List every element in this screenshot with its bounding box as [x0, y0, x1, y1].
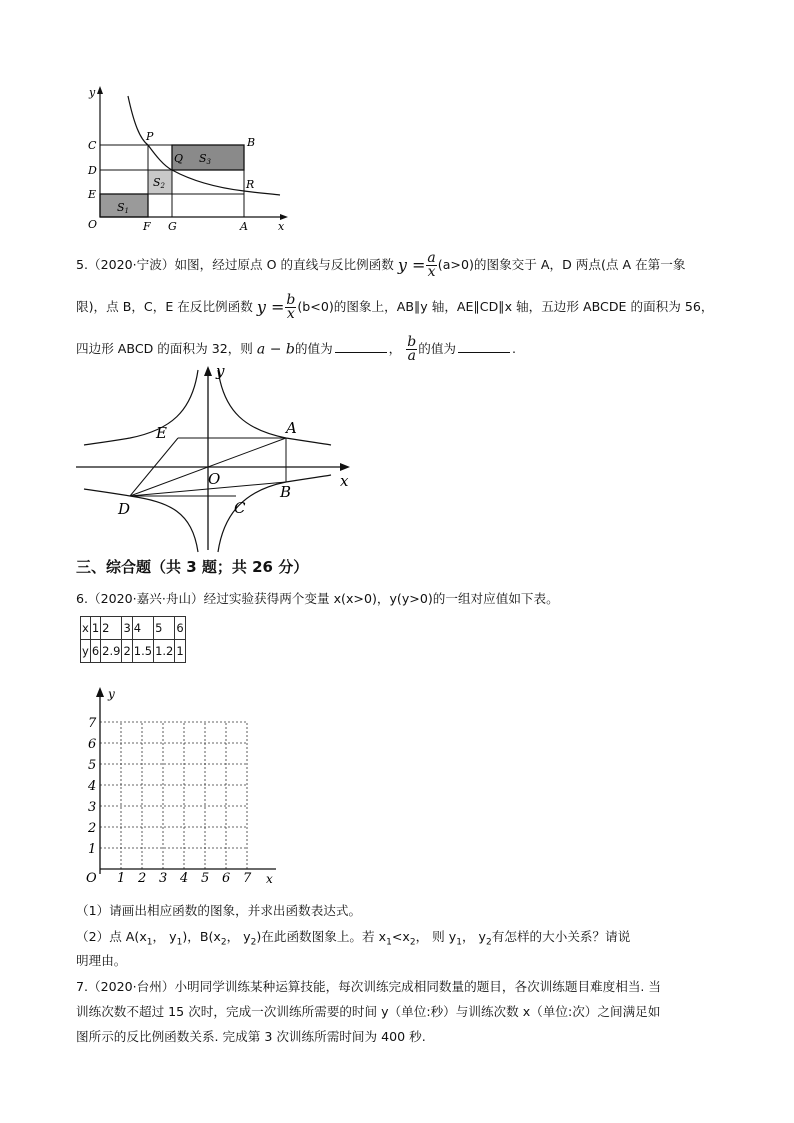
curve-third-quadrant	[84, 489, 198, 552]
q5-frac-a-over-x: $\frac{a}{x}$	[427, 250, 436, 280]
figure-pentagon-hyperbola	[76, 362, 366, 554]
label-p: P	[146, 130, 154, 143]
y-tick-label: 1	[88, 842, 97, 857]
x-tick-labels	[117, 871, 252, 884]
q6-part2-line1: （2）点 $A(x_1$， $y_1$)，$B(x_2$， $y_2$)在此函数图象上。若 $x_1<x_2$， 则 $y_1$， $y_2$有怎样的大小关系？请说	[76, 929, 631, 948]
table-cell: 1	[175, 640, 185, 663]
q5-blank-1[interactable]	[335, 340, 387, 353]
q5-line2: 限)，点 B，C，E 在反比例函数 y = $\frac{b}{x}$ (b<0)的图象上，AB∥y 轴，AE∥CD∥x 轴，五边形 ABCDE 的面积为 56，	[76, 292, 714, 322]
q6-part2-line2: 明理由。	[76, 953, 127, 968]
x-tick-label: 7	[243, 871, 252, 884]
label-b: B	[247, 136, 256, 149]
table-cell: x	[81, 617, 91, 640]
table-cell: 4	[132, 617, 153, 640]
curve-second-quadrant	[84, 370, 198, 445]
label-a: A	[286, 419, 297, 437]
x-tick-label: 6	[222, 871, 231, 884]
label-o: O	[88, 218, 98, 231]
label-y: y	[216, 362, 225, 380]
y-tick-labels	[87, 716, 97, 857]
label-e: E	[156, 424, 167, 442]
table-cell: 1	[90, 617, 100, 640]
grid-lines	[100, 722, 247, 869]
y-axis-arrow	[96, 687, 104, 697]
table-cell: 2	[122, 640, 132, 663]
q5-blank-2[interactable]	[458, 340, 510, 353]
y-axis-arrow	[204, 366, 212, 376]
y-tick-label: 5	[88, 758, 97, 773]
q6-data-table	[80, 616, 186, 663]
y-tick-label: 7	[88, 716, 97, 731]
x-tick-label: 4	[180, 871, 189, 884]
table-cell: y	[81, 640, 91, 663]
table-cell: 6	[175, 617, 185, 640]
label-e: E	[88, 188, 97, 201]
label-d: D	[118, 500, 131, 518]
label-y: y	[89, 86, 96, 99]
q6-part1: （1）请画出相应函数的图象，并求出函数表达式。	[76, 903, 362, 918]
x-axis-arrow	[340, 463, 350, 471]
table-row-x	[81, 617, 186, 640]
label-y: y	[108, 687, 115, 701]
table-cell: 2	[101, 617, 122, 640]
label-f: F	[143, 220, 151, 233]
curve-first-quadrant	[218, 370, 331, 445]
q7-line3: 图所示的反比例函数关系. 完成第 3 次训练所需时间为 400 秒.	[76, 1029, 426, 1044]
q5-line3: 四边形 ABCD 的面积为 32，则 a − b的值为 ， $\frac{b}{a}$ 的值为 .	[76, 334, 517, 364]
label-q: Q	[174, 152, 184, 165]
label-r: R	[246, 178, 255, 191]
label-c: C	[234, 499, 246, 517]
label-b: B	[280, 483, 292, 501]
q7-line1: 7.（2020·台州）小明同学训练某种运算技能，每次训练完成相同数量的题目，各次训练题目难度相当. 当	[76, 979, 662, 994]
y-tick-label: 6	[88, 737, 97, 752]
q5-line1: 5.（2020·宁波）如图，经过原点 O 的直线与反比例函数 y = $\frac{a}{x}$ (a>0)的图象交于 A，D 两点(点 A 在第一象	[76, 250, 686, 280]
label-g: G	[168, 220, 177, 233]
table-row-y	[81, 640, 186, 663]
q5-frac-b-over-x: $\frac{b}{x}$	[286, 292, 296, 322]
table-cell: 6	[90, 640, 100, 663]
x-tick-label: 1	[117, 871, 126, 884]
y-tick-label: 2	[88, 821, 97, 836]
q5-frac-b-over-a: $\frac{b}{a}$	[407, 334, 417, 364]
table-cell: 5	[154, 617, 175, 640]
table-cell: 1.5	[132, 640, 153, 663]
label-d: D	[88, 164, 97, 177]
q6-intro: 6.（2020·嘉兴·舟山）经过实验获得两个变量 x(x>0)，y(y>0)的一组对应值如下表。	[76, 591, 559, 606]
table-cell: 1.2	[154, 640, 175, 663]
y-tick-label: 4	[88, 779, 97, 794]
q7-line2: 训练次数不超过 15 次时，完成一次训练所需要的时间 y（单位:秒）与训练次数 x（单位:次）之间满足如	[76, 1004, 661, 1019]
label-o: O	[86, 871, 97, 884]
section-heading: 三、综合题（共 3 题；共 26 分）	[76, 558, 309, 576]
y-axis-arrow	[97, 86, 103, 94]
table-cell: 2.9	[101, 640, 122, 663]
x-tick-label: 5	[201, 871, 210, 884]
label-s3: S3	[199, 152, 212, 166]
label-a: A	[240, 220, 248, 233]
label-x: x	[340, 472, 349, 490]
figure-reciprocal-rectangles	[84, 84, 294, 236]
label-x: x	[266, 872, 273, 884]
label-s1: S1	[117, 201, 130, 215]
y-tick-label: 3	[88, 800, 97, 815]
label-x: x	[278, 220, 285, 233]
label-s2: S2	[153, 176, 166, 190]
figure-coordinate-grid[interactable]	[76, 684, 286, 884]
x-tick-label: 2	[138, 871, 147, 884]
x-tick-label: 3	[159, 871, 168, 884]
label-c: C	[88, 139, 97, 152]
table-cell: 3	[122, 617, 132, 640]
label-o: O	[208, 470, 221, 488]
